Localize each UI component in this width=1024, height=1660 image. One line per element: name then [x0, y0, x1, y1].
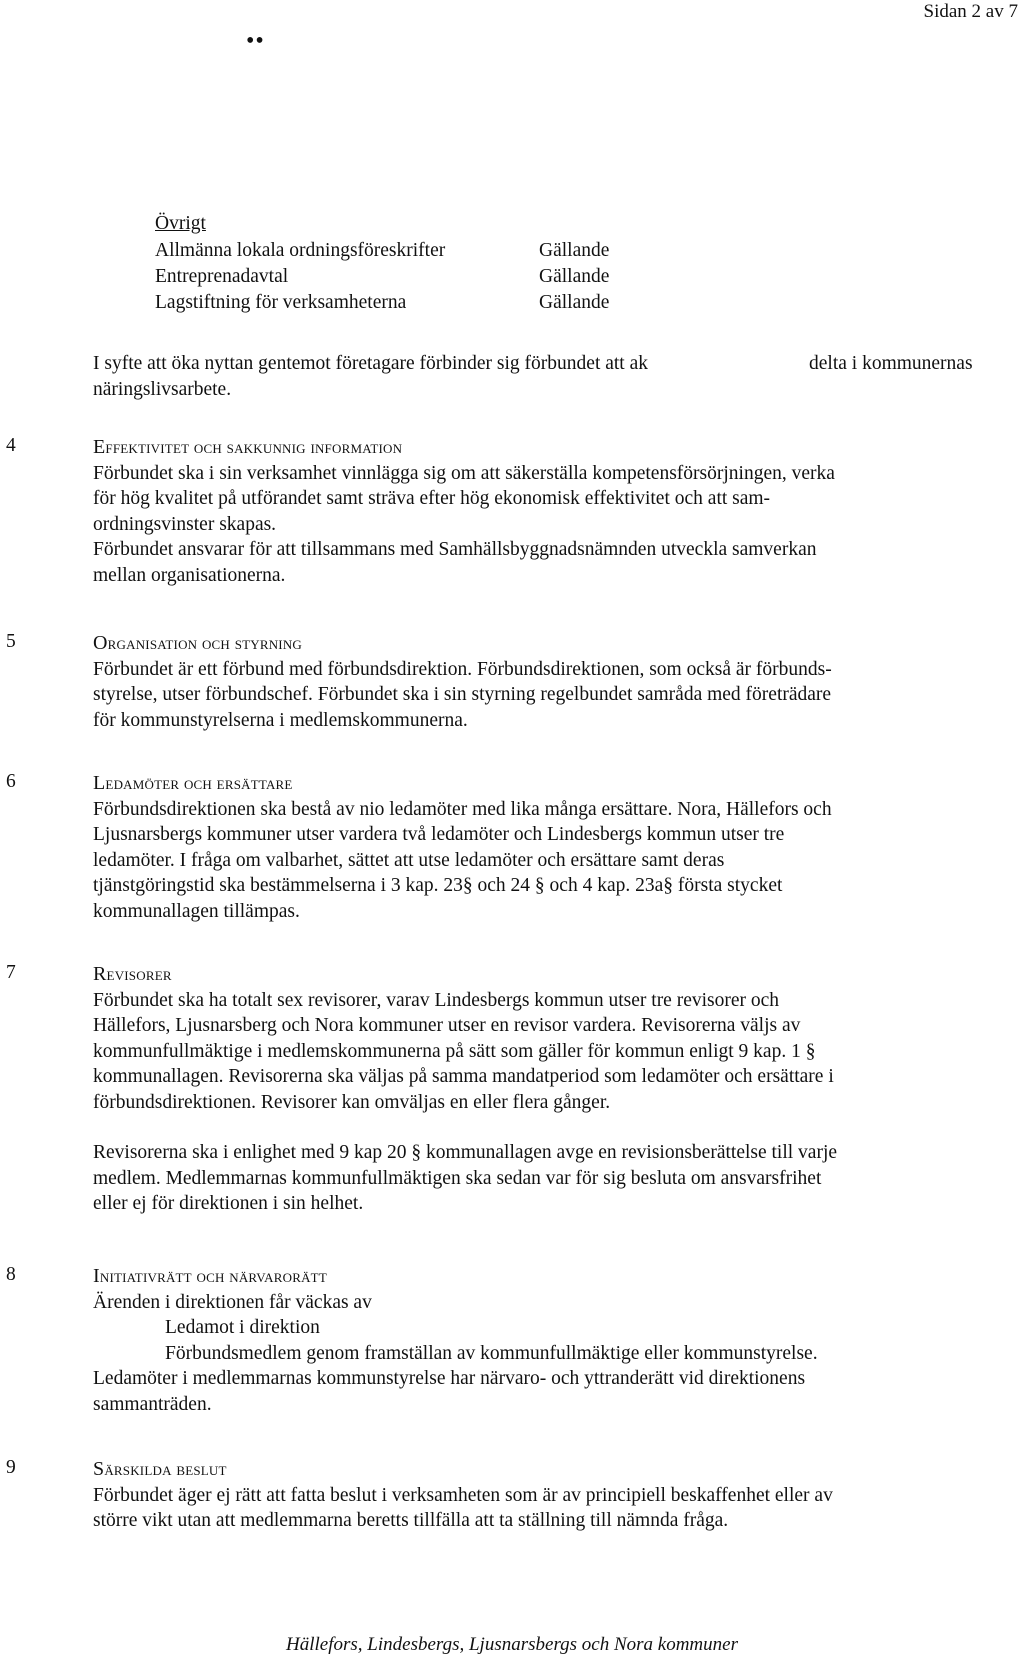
section-line: för kommunstyrelserna i medlemskommunerna.	[93, 709, 468, 731]
ovrigt-row	[155, 266, 609, 288]
section-intro: Ärenden i direktionen får väckas av	[93, 1291, 372, 1313]
ovrigt-intro-part-c: näringslivsarbete.	[93, 379, 232, 400]
section-line: Revisorerna ska i enlighet med 9 kap 20 § kommunallagen avge en revisionsberättelse till varje	[93, 1142, 838, 1163]
section-heading: Effektivitet och sakkunnig information	[93, 436, 403, 458]
section-number: 5	[6, 631, 16, 652]
section-line: Ljusnarsbergs kommuner utser vardera två ledamöter och Lindesbergs kommun utser tre	[93, 824, 785, 845]
ovrigt-row-name: Allmänna lokala ordningsföreskrifter	[155, 240, 446, 261]
ovrigt-row-name: Lagstiftning för verksamheterna	[155, 292, 407, 313]
section-line: eller ej för direktionen i sin helhet.	[93, 1193, 364, 1214]
section-heading: Revisorer	[93, 963, 172, 985]
section-line: Hällefors, Ljusnarsberg och Nora kommuner utser en revisor vardera. Revisorerna väljs av	[93, 1015, 801, 1036]
section-line: mellan organisationerna.	[93, 564, 286, 586]
section-line: för hög kvalitet på utförandet samt sträva efter hög ekonomisk effektivitet och att sam-	[93, 488, 771, 509]
ovrigt-row-status: Gällande	[539, 266, 610, 287]
section-effektivitet	[93, 435, 1004, 588]
section-line: Förbundet äger ej rätt att fatta beslut i verksamheten som är av principiell beskaffenhet eller av	[93, 1484, 833, 1506]
section-number: 9	[6, 1457, 16, 1478]
section-line: sammanträden.	[93, 1393, 212, 1415]
ovrigt-title: Övrigt	[155, 213, 206, 234]
section-line: Förbundet ska i sin verksamhet vinnlägga sig om att säkerställa kompetensförsörjningen, verka	[93, 462, 835, 484]
page-footer: Hällefors, Lindesbergs, Ljusnarsbergs och Nora kommuner	[286, 1634, 738, 1655]
section-line: styrelse, utser förbundschef. Förbundet ska i sin styrning regelbundet samråda med företrädare	[93, 684, 832, 705]
ovrigt-intro-part-b: delta i kommunernas	[809, 353, 973, 374]
section-heading: Ledamöter och ersättare	[93, 772, 293, 794]
ovrigt-row	[155, 292, 609, 314]
section-heading: Särskilda beslut	[93, 1458, 227, 1480]
section-line: större vikt utan att medlemmarna beretts tillfälla att ta ställning till nämnda fråga.	[93, 1510, 729, 1531]
section-line: medlem. Medlemmarnas kommunfullmäktigen ska sedan var för sig besluta om ansvarsfrihet	[93, 1167, 822, 1189]
section-line: Förbundet ska ha totalt sex revisorer, varav Lindesbergs kommun utser tre revisorer och	[93, 989, 780, 1011]
header-dots: ••	[246, 28, 265, 54]
ovrigt-row	[155, 240, 609, 262]
section-organisation	[93, 631, 1004, 733]
section-line: tjänstgöringstid ska bestämmelserna i 3 kap. 23§ och 24 § och 4 kap. 23a§ första stycket	[93, 875, 783, 896]
section-number: 4	[6, 435, 16, 456]
ovrigt-row-status: Gällande	[539, 292, 610, 313]
section-sarskilda-beslut	[93, 1457, 1004, 1534]
section-number: 6	[6, 771, 16, 792]
section-line: ordningsvinster skapas.	[93, 513, 277, 535]
ovrigt-row-status: Gällande	[539, 240, 610, 261]
section-line: Förbundsdirektionen ska bestå av nio ledamöter med lika många ersättare. Nora, Hällefors och	[93, 798, 832, 820]
page-number: Sidan 2 av 7	[923, 1, 1018, 22]
ovrigt-row-name: Entreprenadavtal	[155, 266, 289, 287]
section-line: Förbundet är ett förbund med förbundsdirektion. Förbundsdirektionen, som också är förbunds-	[93, 658, 832, 680]
section-line: Förbundet ansvarar för att tillsammans med Samhällsbyggnadsnämnden utveckla samverkan	[93, 539, 817, 560]
section-line: Ledamöter i medlemmarnas kommunstyrelse har närvaro- och yttranderätt vid direktionens	[93, 1368, 806, 1389]
section-number: 8	[6, 1264, 16, 1285]
section-line: kommunallagen. Revisorerna ska väljas på samma mandatperiod som ledamöter och ersättare i	[93, 1066, 834, 1087]
section-heading: Organisation och styrning	[93, 632, 303, 654]
section-line: förbundsdirektionen. Revisorer kan omväljas en eller flera gånger.	[93, 1091, 611, 1113]
ovrigt-intro-part-a: I syfte att öka nyttan gentemot företagare förbinder sig förbundet att ak	[93, 353, 649, 374]
section-number: 7	[6, 962, 16, 983]
list-item: Ledamot i direktion	[165, 1317, 320, 1338]
section-initiativratt	[93, 1264, 1004, 1417]
section-line: kommunfullmäktige i medlemskommunerna på sätt som gäller för kommun enligt 9 kap. 1 §	[93, 1040, 816, 1062]
section-line: ledamöter. I fråga om valbarhet, sättet att utse ledamöter och ersättare samt deras	[93, 849, 725, 871]
section-ledamoter	[93, 771, 1004, 924]
section-heading: Initiativrätt och närvarorätt	[93, 1265, 327, 1287]
list-item: Förbundsmedlem genom framställan av kommunfullmäktige eller kommunstyrelse.	[165, 1342, 818, 1364]
section-line: kommunallagen tillämpas.	[93, 900, 300, 922]
section-revisorer	[93, 962, 1004, 1217]
